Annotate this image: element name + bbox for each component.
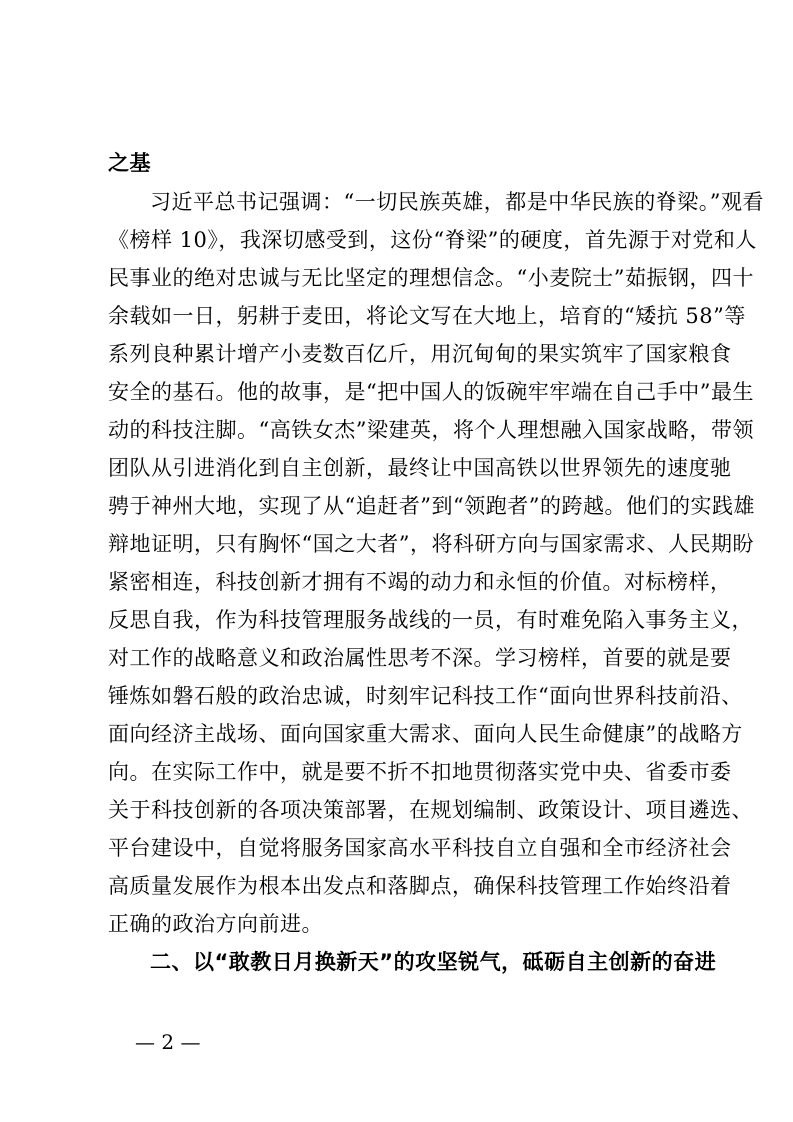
page-number: — 2 — <box>135 1030 201 1054</box>
section-heading-continuation: 之基 <box>108 151 151 175</box>
body-line-9: 骋于神州大地，实现了从“追赶者”到“领跑者”的跨越。他们的实践雄 <box>108 494 755 518</box>
body-line-20: 正确的政治方向前进。 <box>108 912 323 936</box>
body-line-6: 安全的基石。他的故事，是“把中国人的饭碗牢牢端在自己手中”最生 <box>108 380 754 404</box>
body-line-7: 动的科技注脚。“高铁女杰”梁建英，将个人理想融入国家战略，带领 <box>108 418 754 442</box>
body-line-8: 团队从引进消化到自主创新，最终让中国高铁以世界领先的速度驰 <box>108 456 732 480</box>
body-line-16: 向。在实际工作中，就是要不折不扣地贯彻落实党中央、省委市委 <box>108 760 732 784</box>
body-line-17: 关于科技创新的各项决策部署，在规划编制、政策设计、项目遴选、 <box>108 798 753 822</box>
body-line-12: 反思自我，作为科技管理服务战线的一员，有时难免陷入事务主义， <box>108 608 753 632</box>
section-heading: 二、以“敢教日月换新天”的攻坚锐气，砥砺自主创新的奋进 <box>150 950 717 974</box>
body-line-2: 《榜样 10》，我深切感受到，这份“脊梁”的硬度，首先源于对党和人 <box>108 228 757 252</box>
body-line-1: 习近平总书记强调：“一切民族英雄，都是中华民族的脊梁。”观看 <box>150 190 764 214</box>
body-line-15: 面向经济主战场、面向国家重大需求、面向人民生命健康”的战略方 <box>108 722 743 746</box>
body-line-3: 民事业的绝对忠诚与无比坚定的理想信念。“小麦院士”茹振钢，四十 <box>108 266 754 290</box>
body-line-10: 辩地证明，只有胸怀“国之大者”，将科研方向与国家需求、人民期盼 <box>108 532 754 556</box>
body-line-18: 平台建设中，自觉将服务国家高水平科技自立自强和全市经济社会 <box>108 836 732 860</box>
body-line-4: 余载如一日，躬耕于麦田，将论文写在大地上，培育的“矮抗 58”等 <box>108 304 746 328</box>
body-line-11: 紧密相连，科技创新才拥有不竭的动力和永恒的价值。对标榜样， <box>108 570 732 594</box>
body-line-5: 系列良种累计增产小麦数百亿斤，用沉甸甸的果实筑牢了国家粮食 <box>108 342 732 366</box>
body-line-14: 锤炼如磐石般的政治忠诚，时刻牢记科技工作“面向世界科技前沿、 <box>108 684 743 708</box>
body-line-13: 对工作的战略意义和政治属性思考不深。学习榜样，首要的就是要 <box>108 646 732 670</box>
body-line-19: 高质量发展作为根本出发点和落脚点，确保科技管理工作始终沿着 <box>108 874 732 898</box>
